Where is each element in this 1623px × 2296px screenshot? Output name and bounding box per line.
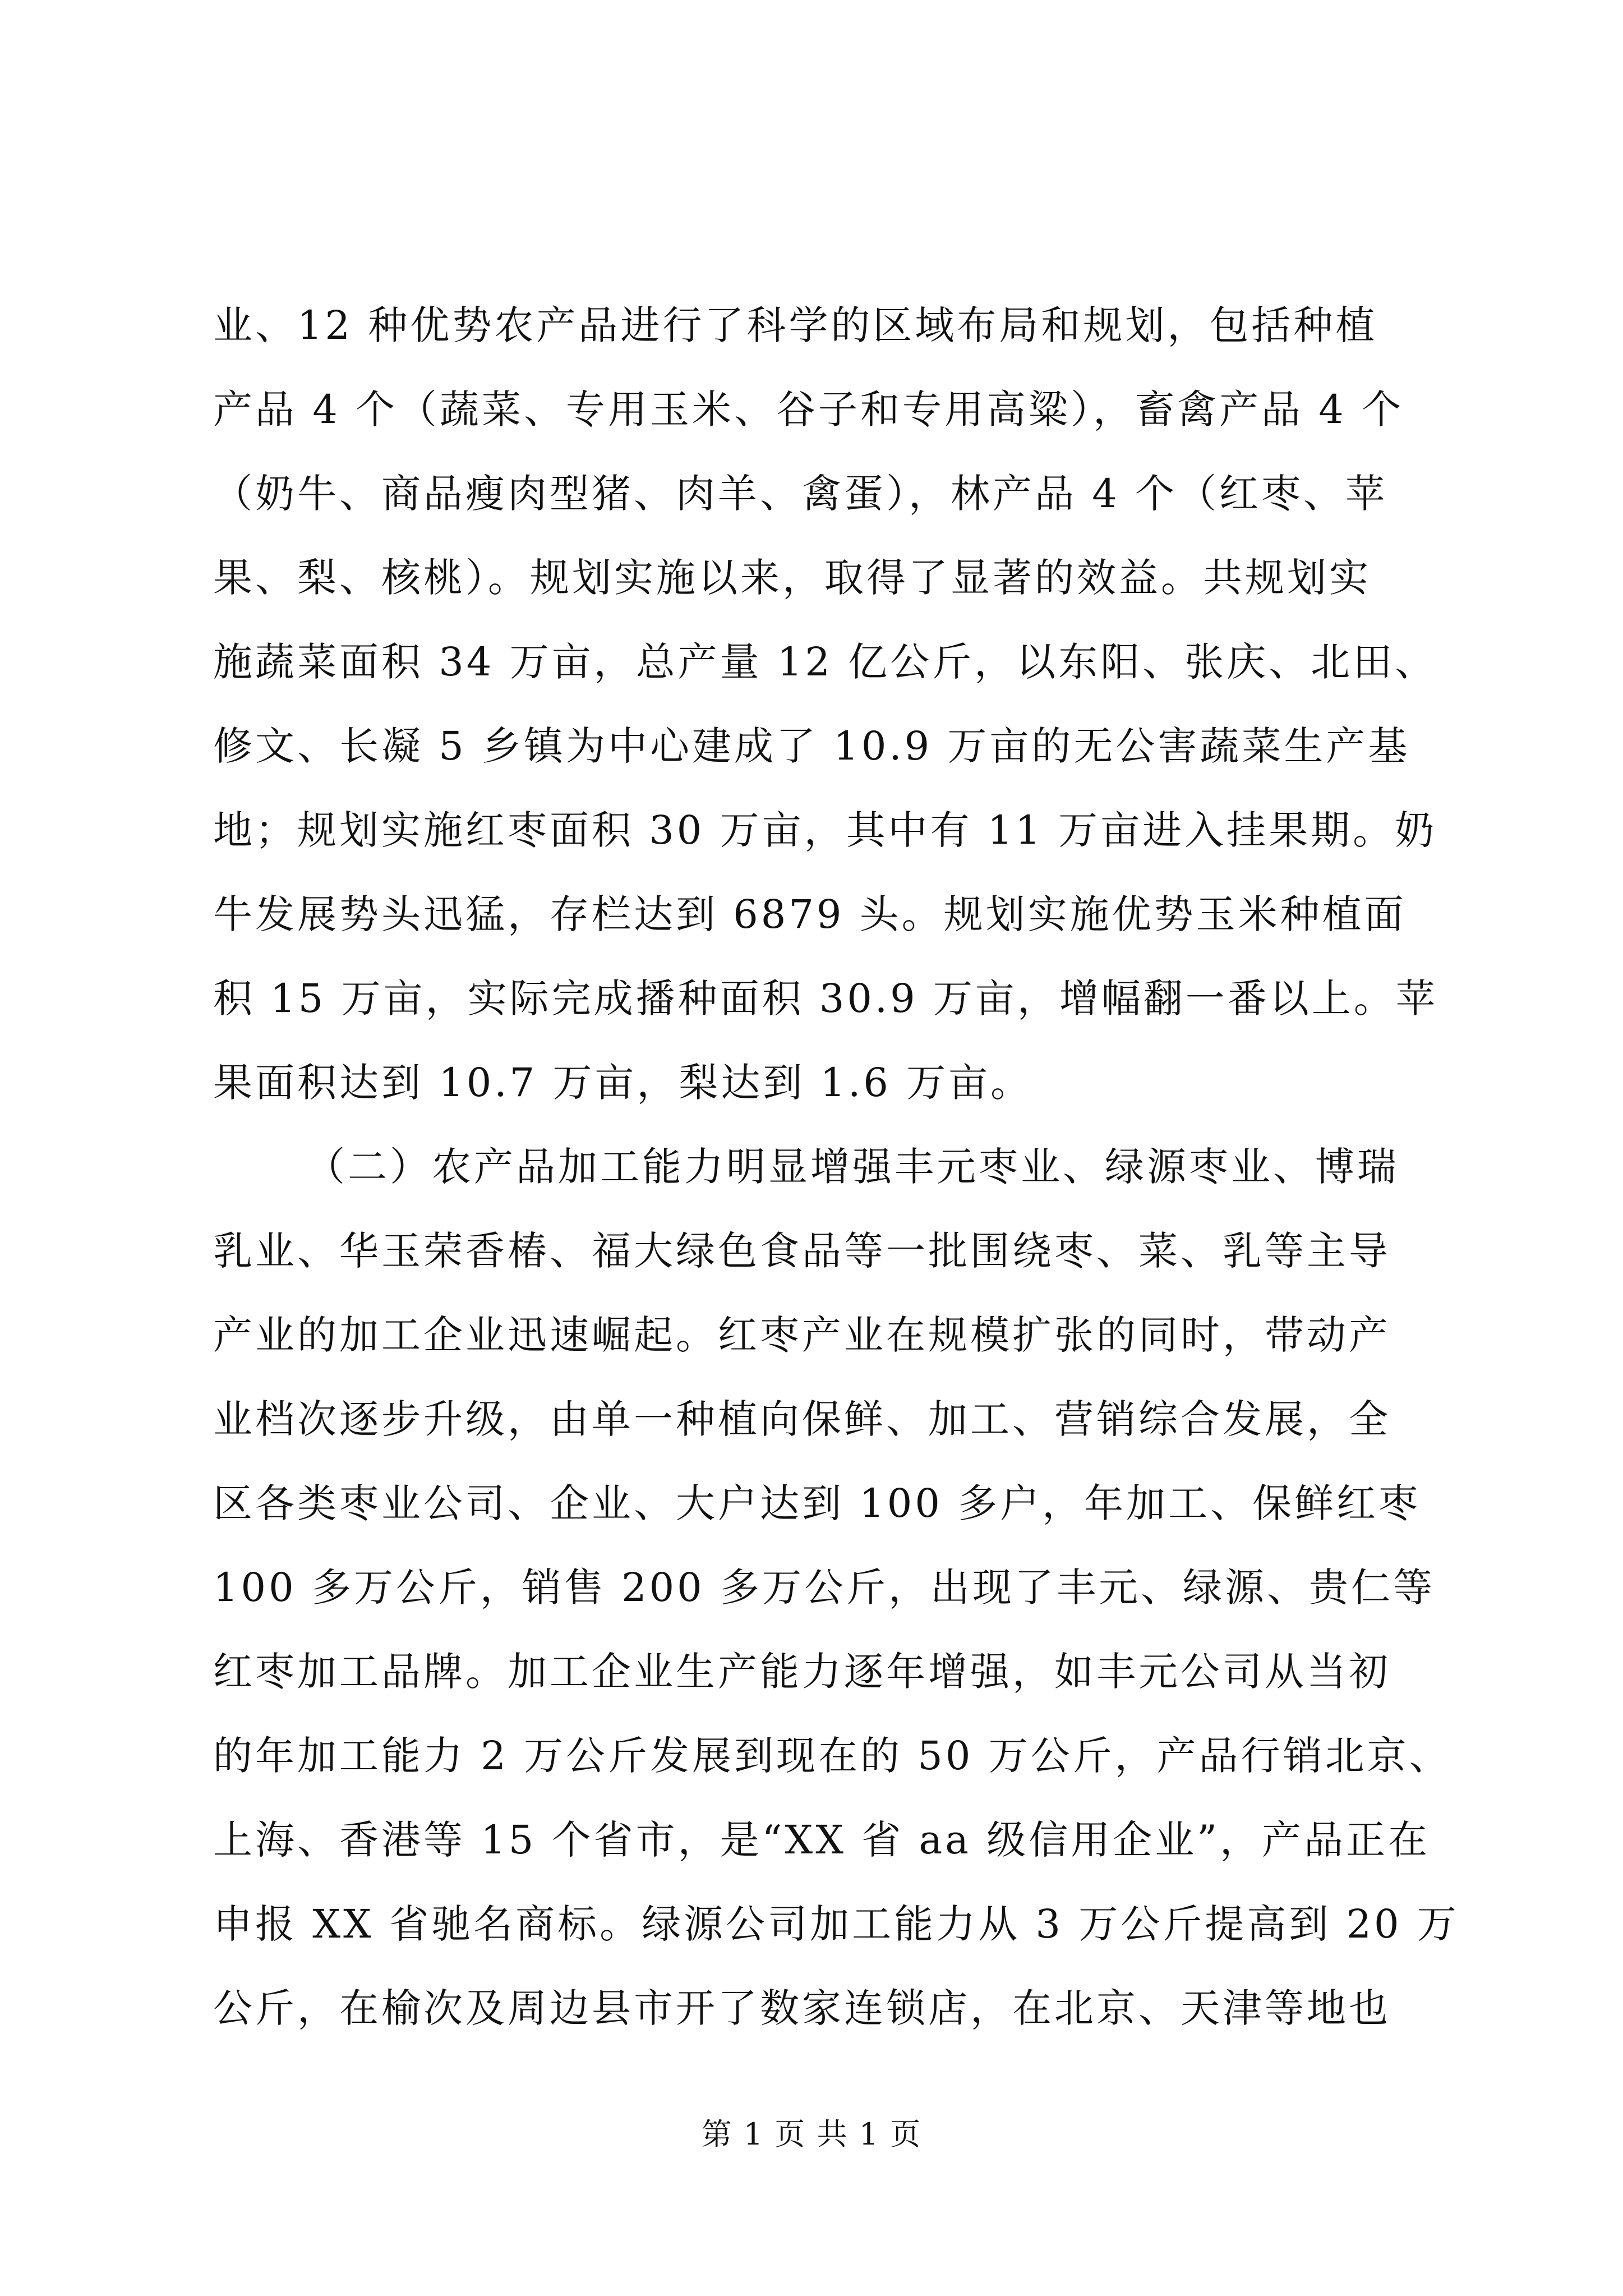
text-line: 地；规划实施红枣面积 30 万亩，其中有 11 万亩进入挂果期。奶 — [213, 807, 1437, 853]
text-line: 区各类枣业公司、企业、大户达到 100 多户，年加工、保鲜红枣 — [213, 1480, 1421, 1526]
text-line: 果面积达到 10.7 万亩，梨达到 1.6 万亩。 — [213, 1060, 1033, 1106]
paragraph-heading-line: （二）农产品加工能力明显增强丰元枣业、绿源枣业、博瑞 — [306, 1144, 1399, 1190]
text-line: 100 多万公斤，销售 200 多万公斤，出现了丰元、绿源、贵仁等 — [213, 1565, 1435, 1611]
text-line: 业档次逐步升级，由单一种植向保鲜、加工、营销综合发展，全 — [213, 1396, 1391, 1442]
text-line: 公斤，在榆次及周边县市开了数家连锁店，在北京、天津等地也 — [213, 1985, 1391, 2031]
text-line: （奶牛、商品瘦肉型猪、肉羊、禽蛋），林产品 4 个（红枣、苹 — [213, 471, 1388, 517]
text-line: 修文、长凝 5 乡镇为中心建成了 10.9 万亩的无公害蔬菜生产基 — [213, 723, 1410, 769]
text-line: 产品 4 个（蔬菜、专用玉米、谷子和专用高粱），畜禽产品 4 个 — [213, 386, 1404, 432]
text-line: 产业的加工企业迅速崛起。红枣产业在规模扩张的同时，带动产 — [213, 1312, 1391, 1358]
text-line: 业、12 种优势农产品进行了科学的区域布局和规划，包括种植 — [213, 302, 1378, 348]
page-number-footer: 第 1 页 共 1 页 — [701, 2116, 922, 2152]
text-line: 申报 XX 省驰名商标。绿源公司加工能力从 3 万公斤提高到 20 万 — [213, 1901, 1459, 1947]
text-line: 积 15 万亩，实际完成播种面积 30.9 万亩，增幅翻一番以上。苹 — [213, 976, 1438, 1022]
text-line: 上海、香港等 15 个省市，是“XX 省 aa 级信用企业”，产品正在 — [213, 1817, 1431, 1863]
text-line: 乳业、华玉荣香椿、福大绿色食品等一批围绕枣、菜、乳等主导 — [213, 1228, 1391, 1274]
text-line: 红枣加工品牌。加工企业生产能力逐年增强，如丰元公司从当初 — [213, 1649, 1391, 1695]
text-line: 的年加工能力 2 万公斤发展到现在的 50 万公斤，产品行销北京、 — [213, 1733, 1451, 1779]
text-line: 施蔬菜面积 34 万亩，总产量 12 亿公斤，以东阳、张庆、北田、 — [213, 639, 1437, 685]
text-line: 牛发展势头迅猛，存栏达到 6879 头。规划实施优势玉米种植面 — [213, 891, 1407, 937]
text-line: 果、梨、核桃）。规划实施以来，取得了显著的效益。共规划实 — [213, 555, 1371, 601]
